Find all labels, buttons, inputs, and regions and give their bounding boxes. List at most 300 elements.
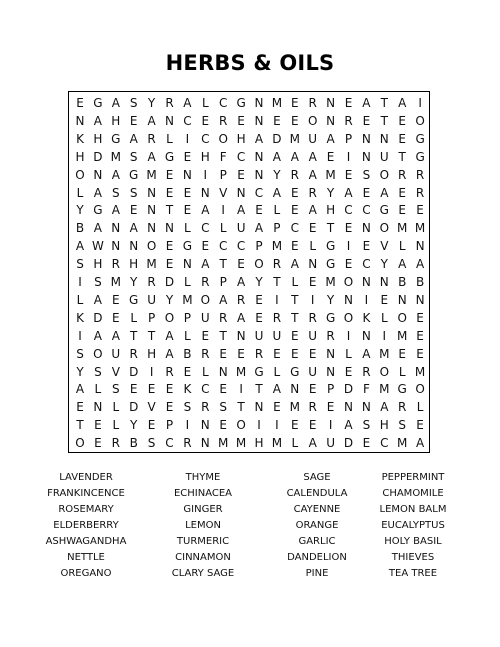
grid-letter[interactable]: N — [200, 418, 210, 433]
grid-letter[interactable]: R — [272, 310, 282, 325]
grid-letter[interactable]: N — [326, 113, 336, 128]
grid-letter[interactable]: E — [416, 346, 424, 361]
grid-letter[interactable]: N — [308, 257, 318, 272]
grid-letter[interactable]: Y — [326, 185, 335, 200]
grid-letter[interactable]: M — [146, 167, 157, 182]
grid-letter[interactable]: A — [75, 382, 85, 397]
grid-letter[interactable]: V — [380, 239, 389, 254]
grid-letter[interactable]: T — [380, 113, 388, 128]
grid-letter[interactable]: M — [397, 436, 408, 451]
grid-letter[interactable]: S — [362, 418, 371, 433]
grid-letter[interactable]: U — [111, 346, 121, 361]
grid-letter[interactable]: L — [201, 364, 209, 379]
grid-letter[interactable]: E — [308, 382, 317, 397]
grid-letter[interactable]: L — [76, 292, 84, 307]
grid-letter[interactable]: U — [326, 436, 335, 451]
grid-letter[interactable]: S — [76, 257, 84, 272]
grid-letter[interactable]: N — [200, 436, 210, 451]
grid-letter[interactable]: E — [308, 346, 317, 361]
grid-letter[interactable]: L — [94, 382, 102, 397]
grid-letter[interactable]: E — [237, 346, 245, 361]
grid-letter[interactable]: N — [165, 221, 174, 236]
grid-letter[interactable]: R — [165, 364, 174, 379]
grid-letter[interactable]: O — [75, 167, 85, 182]
grid-letter[interactable]: P — [219, 275, 227, 289]
grid-letter[interactable]: E — [112, 292, 120, 307]
grid-letter[interactable]: N — [93, 400, 103, 415]
grid-letter[interactable]: M — [110, 275, 121, 289]
grid-letter[interactable]: R — [415, 167, 425, 182]
grid-letter[interactable]: E — [398, 203, 406, 218]
grid-letter[interactable]: I — [275, 292, 279, 307]
grid-letter[interactable]: N — [254, 149, 264, 164]
grid-letter[interactable]: I — [418, 96, 422, 110]
grid-letter[interactable]: A — [93, 185, 102, 200]
grid-letter[interactable]: S — [147, 436, 156, 451]
grid-letter[interactable]: U — [200, 310, 210, 325]
grid-letter[interactable]: U — [254, 328, 264, 343]
grid-letter[interactable]: I — [257, 418, 261, 433]
grid-letter[interactable]: A — [111, 328, 120, 343]
grid-letter[interactable]: E — [273, 400, 281, 415]
grid-letter[interactable]: O — [218, 131, 228, 146]
grid-letter[interactable]: E — [416, 418, 424, 433]
grid-letter[interactable]: A — [93, 113, 102, 128]
grid-letter[interactable]: E — [344, 257, 353, 272]
grid-letter[interactable]: E — [76, 400, 84, 415]
grid-letter[interactable]: L — [130, 310, 138, 325]
grid-letter[interactable]: N — [147, 185, 157, 200]
grid-letter[interactable]: K — [76, 310, 84, 325]
grid-letter[interactable]: E — [165, 185, 174, 200]
grid-letter[interactable]: E — [219, 382, 227, 397]
grid-letter[interactable]: N — [182, 167, 192, 182]
grid-letter[interactable]: I — [328, 418, 333, 433]
grid-letter[interactable]: A — [236, 203, 246, 218]
grid-letter[interactable]: B — [75, 221, 85, 236]
grid-letter[interactable]: L — [291, 436, 299, 451]
grid-letter[interactable]: I — [149, 364, 154, 379]
grid-letter[interactable]: E — [344, 221, 353, 236]
grid-letter[interactable]: H — [93, 257, 103, 272]
grid-letter[interactable]: E — [183, 185, 192, 200]
grid-letter[interactable]: R — [415, 185, 425, 200]
grid-letter[interactable]: N — [254, 400, 264, 415]
grid-letter[interactable]: I — [346, 149, 351, 164]
grid-letter[interactable]: M — [397, 328, 408, 343]
grid-letter[interactable]: E — [237, 257, 245, 272]
grid-letter[interactable]: A — [219, 292, 228, 307]
grid-letter[interactable]: E — [291, 96, 299, 110]
grid-letter[interactable]: G — [129, 167, 139, 182]
grid-letter[interactable]: I — [275, 418, 279, 433]
grid-letter[interactable]: V — [111, 364, 120, 379]
grid-letter[interactable]: A — [380, 185, 389, 200]
grid-letter[interactable]: L — [273, 203, 281, 218]
grid-letter[interactable]: L — [112, 418, 120, 433]
grid-letter[interactable]: R — [326, 328, 335, 343]
grid-letter[interactable]: E — [398, 185, 406, 200]
grid-letter[interactable]: N — [397, 292, 407, 307]
grid-letter[interactable]: O — [146, 239, 157, 254]
grid-letter[interactable]: O — [236, 418, 246, 433]
grid-letter[interactable]: N — [111, 239, 121, 254]
grid-letter[interactable]: M — [271, 436, 283, 451]
grid-letter[interactable]: G — [379, 203, 389, 218]
grid-letter[interactable]: N — [361, 328, 371, 343]
grid-letter[interactable]: A — [93, 328, 102, 343]
grid-letter[interactable]: D — [129, 364, 139, 379]
grid-letter[interactable]: N — [361, 275, 371, 289]
grid-letter[interactable]: A — [201, 257, 210, 272]
grid-letter[interactable]: R — [219, 113, 228, 128]
grid-letter[interactable]: A — [290, 257, 299, 272]
grid-letter[interactable]: B — [398, 275, 407, 289]
grid-letter[interactable]: I — [310, 292, 315, 307]
grid-letter[interactable]: R — [201, 400, 210, 415]
grid-letter[interactable]: N — [361, 149, 371, 164]
grid-letter[interactable]: E — [308, 221, 317, 236]
grid-letter[interactable]: C — [201, 382, 210, 397]
grid-letter[interactable]: H — [254, 436, 264, 451]
grid-letter[interactable]: O — [415, 113, 425, 128]
grid-letter[interactable]: E — [183, 364, 192, 379]
grid-letter[interactable]: E — [129, 113, 138, 128]
grid-letter[interactable]: S — [94, 364, 102, 379]
grid-letter[interactable]: I — [185, 131, 190, 146]
grid-letter[interactable]: E — [273, 113, 281, 128]
grid-letter[interactable]: H — [75, 149, 85, 164]
grid-letter[interactable]: M — [397, 221, 408, 236]
grid-letter[interactable]: O — [164, 310, 175, 325]
grid-letter[interactable]: P — [165, 418, 174, 433]
grid-letter[interactable]: N — [290, 382, 300, 397]
grid-letter[interactable]: D — [272, 131, 282, 146]
grid-letter[interactable]: N — [415, 292, 425, 307]
grid-letter[interactable]: E — [129, 382, 138, 397]
grid-letter[interactable]: C — [236, 149, 246, 164]
grid-letter[interactable]: E — [398, 113, 406, 128]
grid-letter[interactable]: T — [273, 275, 281, 289]
grid-letter[interactable]: L — [309, 239, 317, 254]
grid-letter[interactable]: E — [344, 96, 353, 110]
grid-letter[interactable]: E — [308, 275, 317, 289]
grid-letter[interactable]: N — [344, 292, 353, 307]
grid-letter[interactable]: O — [343, 310, 354, 325]
grid-letter[interactable]: T — [76, 418, 84, 433]
grid-letter[interactable]: E — [165, 239, 174, 254]
grid-letter[interactable]: L — [380, 310, 388, 325]
grid-letter[interactable]: F — [362, 382, 370, 397]
grid-letter[interactable]: N — [165, 113, 174, 128]
grid-letter[interactable]: I — [203, 167, 208, 182]
grid-letter[interactable]: E — [291, 239, 299, 254]
grid-letter[interactable]: E — [362, 239, 371, 254]
grid-letter[interactable]: L — [166, 131, 173, 146]
grid-letter[interactable]: N — [344, 400, 353, 415]
grid-letter[interactable]: C — [218, 96, 228, 110]
grid-letter[interactable]: E — [291, 418, 299, 433]
grid-letter[interactable]: L — [416, 400, 424, 415]
grid-letter[interactable]: S — [362, 167, 371, 182]
grid-letter[interactable]: C — [344, 203, 353, 218]
grid-letter[interactable]: U — [236, 221, 246, 236]
grid-letter[interactable]: Y — [76, 203, 84, 218]
grid-letter[interactable]: N — [147, 221, 157, 236]
grid-letter[interactable]: A — [129, 221, 138, 236]
grid-letter[interactable]: M — [289, 131, 300, 146]
grid-letter[interactable]: P — [183, 310, 192, 325]
grid-letter[interactable]: Y — [165, 292, 174, 307]
grid-letter[interactable]: R — [147, 275, 156, 289]
grid-letter[interactable]: M — [414, 364, 426, 379]
grid-letter[interactable]: H — [236, 131, 246, 146]
grid-letter[interactable]: E — [416, 328, 424, 343]
grid-letter[interactable]: S — [129, 185, 138, 200]
grid-letter[interactable]: I — [346, 239, 351, 254]
grid-letter[interactable]: V — [147, 400, 156, 415]
grid-letter[interactable]: E — [237, 113, 245, 128]
grid-letter[interactable]: R — [308, 185, 317, 200]
grid-letter[interactable]: H — [379, 418, 389, 433]
grid-letter[interactable]: G — [290, 364, 300, 379]
grid-letter[interactable]: P — [255, 239, 263, 254]
grid-letter[interactable]: T — [147, 328, 156, 343]
grid-letter[interactable]: N — [361, 221, 371, 236]
grid-letter[interactable]: C — [380, 436, 389, 451]
grid-letter[interactable]: C — [236, 239, 246, 254]
grid-letter[interactable]: A — [362, 346, 371, 361]
grid-letter[interactable]: D — [129, 400, 139, 415]
grid-letter[interactable]: G — [254, 364, 264, 379]
grid-letter[interactable]: N — [379, 275, 389, 289]
grid-letter[interactable]: E — [326, 400, 335, 415]
grid-letter[interactable]: I — [364, 292, 369, 307]
grid-letter[interactable]: E — [291, 185, 299, 200]
grid-letter[interactable]: R — [111, 436, 120, 451]
grid-letter[interactable]: A — [147, 113, 156, 128]
grid-letter[interactable]: E — [308, 418, 317, 433]
grid-letter[interactable]: O — [379, 221, 390, 236]
grid-letter[interactable]: P — [147, 310, 156, 325]
grid-letter[interactable]: H — [147, 346, 157, 361]
grid-letter[interactable]: E — [237, 167, 245, 182]
grid-letter[interactable]: I — [221, 203, 225, 218]
grid-letter[interactable]: N — [200, 185, 210, 200]
grid-letter[interactable]: T — [237, 400, 245, 415]
grid-letter[interactable]: N — [379, 131, 389, 146]
grid-letter[interactable]: A — [111, 96, 120, 110]
grid-letter[interactable]: N — [254, 167, 264, 182]
grid-letter[interactable]: O — [75, 436, 85, 451]
grid-letter[interactable]: A — [344, 185, 353, 200]
grid-letter[interactable]: G — [325, 257, 336, 272]
grid-letter[interactable]: U — [147, 292, 156, 307]
grid-letter[interactable]: A — [344, 418, 353, 433]
grid-letter[interactable]: M — [379, 382, 390, 397]
grid-letter[interactable]: C — [165, 436, 174, 451]
grid-letter[interactable]: L — [291, 275, 299, 289]
grid-letter[interactable]: G — [236, 96, 246, 110]
grid-letter[interactable]: M — [182, 292, 193, 307]
grid-letter[interactable]: L — [398, 364, 406, 379]
grid-letter[interactable]: E — [219, 418, 227, 433]
grid-letter[interactable]: A — [362, 96, 371, 110]
grid-letter[interactable]: M — [325, 275, 336, 289]
grid-letter[interactable]: A — [398, 96, 407, 110]
grid-letter[interactable]: U — [308, 328, 318, 343]
grid-letter[interactable]: E — [380, 292, 389, 307]
grid-letter[interactable]: E — [291, 346, 299, 361]
grid-letter[interactable]: D — [343, 382, 354, 397]
grid-letter[interactable]: S — [94, 275, 102, 289]
grid-letter[interactable]: M — [414, 221, 426, 236]
grid-letter[interactable]: E — [76, 96, 84, 110]
grid-letter[interactable]: T — [380, 96, 388, 110]
grid-letter[interactable]: O — [200, 292, 211, 307]
grid-letter[interactable]: P — [326, 382, 335, 397]
grid-letter[interactable]: O — [93, 346, 103, 361]
grid-letter[interactable]: S — [183, 400, 192, 415]
grid-letter[interactable]: E — [112, 310, 120, 325]
grid-letter[interactable]: H — [200, 149, 210, 164]
grid-letter[interactable]: E — [147, 418, 156, 433]
grid-letter[interactable]: A — [380, 400, 389, 415]
grid-letter[interactable]: E — [201, 328, 210, 343]
grid-letter[interactable]: R — [254, 346, 264, 361]
grid-letter[interactable]: K — [183, 382, 192, 397]
grid-letter[interactable]: D — [93, 149, 103, 164]
grid-letter[interactable]: E — [362, 436, 371, 451]
grid-letter[interactable]: E — [291, 328, 299, 343]
grid-letter[interactable]: U — [308, 131, 318, 146]
grid-letter[interactable]: A — [254, 221, 264, 236]
grid-letter[interactable]: A — [308, 203, 317, 218]
grid-letter[interactable]: E — [165, 400, 174, 415]
grid-letter[interactable]: S — [129, 96, 138, 110]
grid-letter[interactable]: A — [272, 382, 281, 397]
grid-letter[interactable]: T — [291, 292, 299, 307]
grid-letter[interactable]: Y — [255, 275, 263, 289]
grid-letter[interactable]: H — [111, 113, 121, 128]
grid-letter[interactable]: S — [111, 185, 120, 200]
grid-letter[interactable]: R — [219, 310, 228, 325]
grid-letter[interactable]: E — [416, 310, 424, 325]
grid-letter[interactable]: R — [201, 275, 210, 289]
grid-letter[interactable]: G — [415, 131, 425, 146]
grid-letter[interactable]: A — [147, 149, 156, 164]
grid-letter[interactable]: C — [218, 239, 228, 254]
grid-letter[interactable]: R — [201, 346, 210, 361]
grid-letter[interactable]: L — [219, 221, 227, 236]
grid-letter[interactable]: W — [91, 239, 104, 254]
grid-letter[interactable]: G — [164, 149, 175, 164]
grid-letter[interactable]: I — [185, 418, 190, 433]
grid-letter[interactable]: M — [146, 257, 157, 272]
grid-letter[interactable]: E — [165, 257, 174, 272]
grid-letter[interactable]: L — [184, 221, 191, 236]
grid-letter[interactable]: E — [219, 346, 227, 361]
grid-letter[interactable]: M — [235, 436, 247, 451]
grid-letter[interactable]: E — [255, 203, 263, 218]
grid-letter[interactable]: C — [290, 221, 299, 236]
grid-letter[interactable]: R — [236, 292, 246, 307]
grid-letter[interactable]: N — [361, 400, 371, 415]
grid-letter[interactable]: R — [290, 167, 299, 182]
grid-letter[interactable]: O — [254, 257, 264, 272]
grid-letter[interactable]: E — [326, 149, 335, 164]
grid-letter[interactable]: T — [165, 203, 174, 218]
grid-letter[interactable]: R — [398, 400, 407, 415]
grid-letter[interactable]: N — [93, 167, 103, 182]
grid-letter[interactable]: M — [271, 96, 283, 110]
grid-letter[interactable]: M — [379, 346, 390, 361]
grid-letter[interactable]: Y — [147, 96, 156, 110]
grid-letter[interactable]: Y — [130, 418, 138, 433]
grid-letter[interactable]: A — [254, 131, 264, 146]
grid-letter[interactable]: N — [326, 96, 336, 110]
grid-letter[interactable]: N — [147, 203, 157, 218]
grid-letter[interactable]: E — [129, 203, 138, 218]
grid-letter[interactable]: A — [129, 131, 138, 146]
grid-letter[interactable]: A — [111, 203, 120, 218]
grid-letter[interactable]: T — [219, 257, 227, 272]
grid-letter[interactable]: H — [129, 257, 139, 272]
grid-letter[interactable]: G — [397, 382, 407, 397]
grid-letter[interactable]: E — [416, 203, 424, 218]
grid-letter[interactable]: P — [344, 131, 353, 146]
grid-letter[interactable]: G — [129, 292, 139, 307]
grid-letter[interactable]: H — [93, 131, 103, 146]
grid-letter[interactable]: A — [272, 185, 281, 200]
grid-letter[interactable]: I — [78, 328, 82, 343]
grid-letter[interactable]: A — [75, 239, 85, 254]
grid-letter[interactable]: A — [290, 149, 299, 164]
grid-letter[interactable]: D — [164, 275, 175, 289]
grid-letter[interactable]: M — [218, 436, 229, 451]
grid-letter[interactable]: I — [239, 382, 243, 397]
grid-letter[interactable]: R — [308, 310, 317, 325]
grid-letter[interactable]: R — [183, 436, 192, 451]
grid-letter[interactable]: E — [201, 239, 210, 254]
grid-letter[interactable]: B — [129, 436, 138, 451]
grid-letter[interactable]: E — [398, 346, 406, 361]
grid-letter[interactable]: E — [344, 364, 353, 379]
grid-letter[interactable]: C — [183, 113, 192, 128]
grid-letter[interactable]: C — [254, 185, 264, 200]
grid-letter[interactable]: A — [308, 167, 317, 182]
grid-letter[interactable]: E — [94, 436, 102, 451]
grid-letter[interactable]: T — [291, 310, 299, 325]
grid-letter[interactable]: E — [398, 131, 406, 146]
grid-letter[interactable]: E — [344, 167, 353, 182]
grid-letter[interactable]: S — [111, 382, 120, 397]
grid-letter[interactable]: G — [93, 203, 103, 218]
grid-letter[interactable]: P — [273, 221, 281, 236]
grid-letter[interactable]: A — [183, 96, 192, 110]
grid-letter[interactable]: E — [362, 185, 371, 200]
grid-letter[interactable]: A — [236, 310, 246, 325]
grid-letter[interactable]: R — [308, 400, 317, 415]
grid-letter[interactable]: G — [111, 131, 121, 146]
grid-letter[interactable]: S — [76, 346, 84, 361]
grid-letter[interactable]: N — [111, 221, 121, 236]
grid-letter[interactable]: A — [93, 221, 102, 236]
grid-letter[interactable]: H — [326, 203, 336, 218]
grid-letter[interactable]: C — [362, 257, 371, 272]
grid-letter[interactable]: N — [129, 239, 139, 254]
grid-letter[interactable]: G — [182, 239, 193, 254]
